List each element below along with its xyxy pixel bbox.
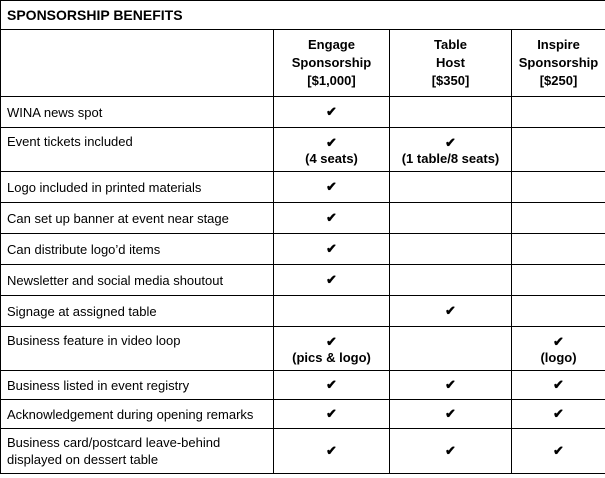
header-line: [$1,000] bbox=[307, 73, 356, 88]
benefit-cell bbox=[390, 97, 512, 128]
benefit-cell bbox=[274, 128, 390, 172]
benefit-note: (pics & logo) bbox=[292, 350, 371, 365]
table-row bbox=[1, 97, 605, 128]
benefit-cell bbox=[512, 400, 605, 429]
table-row bbox=[1, 371, 605, 400]
checkmark-icon: ✔ bbox=[445, 135, 456, 150]
table-row bbox=[1, 128, 605, 172]
header-line: Table bbox=[434, 37, 467, 52]
checkmark-icon: ✔ bbox=[326, 241, 337, 256]
benefit-label: Business feature in video loop bbox=[1, 327, 274, 371]
checkmark-icon: ✔ bbox=[553, 377, 564, 392]
benefit-cell bbox=[390, 296, 512, 327]
benefit-note: (4 seats) bbox=[305, 151, 358, 166]
benefit-cell bbox=[512, 203, 605, 234]
table-row bbox=[1, 400, 605, 429]
checkmark-icon: ✔ bbox=[326, 272, 337, 287]
benefit-cell bbox=[274, 429, 390, 474]
header-row bbox=[1, 30, 605, 97]
benefit-cell bbox=[512, 97, 605, 128]
table-title: SPONSORSHIP BENEFITS bbox=[1, 1, 605, 30]
benefit-cell bbox=[390, 234, 512, 265]
benefit-label: Logo included in printed materials bbox=[1, 172, 274, 203]
benefit-rows bbox=[1, 97, 605, 474]
checkmark-icon: ✔ bbox=[553, 406, 564, 421]
header-line: Host bbox=[436, 55, 465, 70]
benefit-cell bbox=[274, 97, 390, 128]
table-row bbox=[1, 234, 605, 265]
checkmark-icon: ✔ bbox=[445, 443, 456, 458]
benefit-cell bbox=[512, 265, 605, 296]
benefit-cell bbox=[274, 203, 390, 234]
benefit-cell bbox=[274, 371, 390, 400]
benefit-label: WINA news spot bbox=[1, 97, 274, 128]
benefit-label bbox=[1, 429, 274, 474]
benefit-label: Newsletter and social media shoutout bbox=[1, 265, 274, 296]
checkmark-icon: ✔ bbox=[553, 334, 564, 349]
benefit-label: Can set up banner at event near stage bbox=[1, 203, 274, 234]
benefit-label-line: displayed on dessert table bbox=[7, 452, 159, 467]
table-row bbox=[1, 265, 605, 296]
benefit-cell bbox=[274, 400, 390, 429]
benefit-cell bbox=[274, 265, 390, 296]
benefit-cell bbox=[274, 327, 390, 371]
header-line: Engage bbox=[308, 37, 355, 52]
benefit-label-line: Business card/postcard leave-behind bbox=[7, 435, 221, 450]
benefit-label: Can distribute logo’d items bbox=[1, 234, 274, 265]
checkmark-icon: ✔ bbox=[553, 443, 564, 458]
table-row bbox=[1, 296, 605, 327]
benefit-cell bbox=[512, 234, 605, 265]
checkmark-icon: ✔ bbox=[326, 406, 337, 421]
checkmark-icon: ✔ bbox=[326, 104, 337, 119]
header-blank-cell bbox=[1, 30, 274, 97]
checkmark-icon: ✔ bbox=[326, 443, 337, 458]
checkmark-icon: ✔ bbox=[326, 210, 337, 225]
checkmark-icon: ✔ bbox=[326, 334, 337, 349]
benefit-label: Signage at assigned table bbox=[1, 296, 274, 327]
checkmark-icon: ✔ bbox=[326, 135, 337, 150]
benefit-label: Acknowledgement during opening remarks bbox=[1, 400, 274, 429]
table-row bbox=[1, 429, 605, 474]
benefit-label: Event tickets included bbox=[1, 128, 274, 172]
benefit-cell bbox=[390, 128, 512, 172]
benefit-cell bbox=[512, 429, 605, 474]
benefit-note: (logo) bbox=[540, 350, 577, 365]
benefit-cell bbox=[390, 265, 512, 296]
table-row bbox=[1, 172, 605, 203]
title-row bbox=[1, 1, 605, 30]
benefit-cell bbox=[390, 327, 512, 371]
benefit-cell bbox=[390, 400, 512, 429]
checkmark-icon: ✔ bbox=[445, 406, 456, 421]
header-engage-sponsorship bbox=[274, 30, 390, 97]
checkmark-icon: ✔ bbox=[445, 303, 456, 318]
benefit-cell bbox=[390, 371, 512, 400]
header-line: [$250] bbox=[539, 73, 578, 88]
benefit-cell bbox=[512, 172, 605, 203]
benefit-cell bbox=[512, 327, 605, 371]
header-line: [$350] bbox=[431, 73, 470, 88]
table-row bbox=[1, 203, 605, 234]
checkmark-icon: ✔ bbox=[445, 377, 456, 392]
header-table-host bbox=[390, 30, 512, 97]
benefit-cell bbox=[512, 128, 605, 172]
benefit-cell bbox=[512, 296, 605, 327]
checkmark-icon: ✔ bbox=[326, 179, 337, 194]
benefit-cell bbox=[274, 296, 390, 327]
benefit-cell bbox=[512, 371, 605, 400]
header-line: Inspire bbox=[537, 37, 580, 52]
benefit-note: (1 table/8 seats) bbox=[401, 151, 500, 166]
benefit-cell bbox=[274, 234, 390, 265]
header-inspire-sponsorship bbox=[512, 30, 605, 97]
header-line: Sponsorship bbox=[518, 55, 599, 70]
checkmark-icon: ✔ bbox=[326, 377, 337, 392]
benefit-cell bbox=[390, 203, 512, 234]
benefit-cell bbox=[274, 172, 390, 203]
benefit-cell bbox=[390, 172, 512, 203]
benefit-label: Business listed in event registry bbox=[1, 371, 274, 400]
table-row bbox=[1, 327, 605, 371]
benefit-cell bbox=[390, 429, 512, 474]
header-line: Sponsorship bbox=[291, 55, 372, 70]
